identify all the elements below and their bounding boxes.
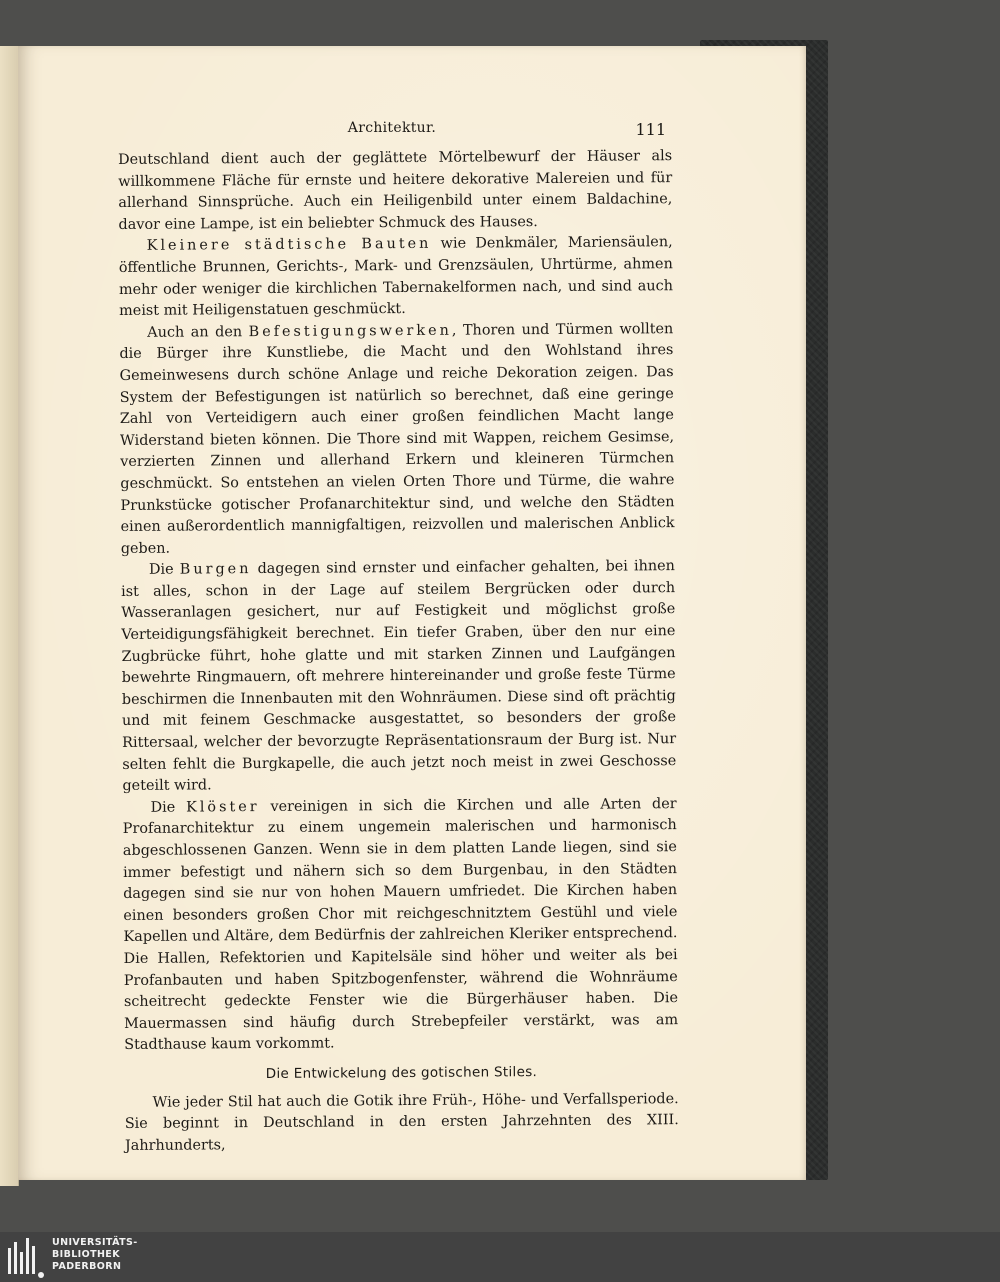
emphasized-term: Klöster <box>185 798 260 816</box>
paragraph <box>125 1089 679 1158</box>
library-name-line: PADERBORN <box>52 1261 122 1272</box>
running-head <box>118 120 666 144</box>
facing-page-edge <box>0 46 19 1186</box>
paragraph-text: Deutschland dient auch der geglättete Mörtelbewurf der Häuser als willkommene Fläche für ernste und heitere dekorative Malereien und für allerhand Sinnsprüche. Auch ein Heiligenbild unter einem Baldachine, davor eine Lampe, ist ein beliebter Schmuck des Hauses. <box>118 148 673 233</box>
library-name <box>52 1237 138 1273</box>
emphasized-term: Befestigungswerken <box>248 322 452 340</box>
library-name-line: UNIVERSITÄTS- <box>52 1237 138 1248</box>
emphasized-term: Burgen <box>179 561 252 578</box>
emphasized-term: Kleinere städtische Bauten <box>146 236 432 255</box>
paragraph-text: dagegen sind ernster und einfacher gehalten, bei ihnen ist alles, schon in der Lage auf steilem Bergrücken oder durch Wasseranlagen gesichert, nur auf Festigkeit und möglichst große Verteidigungsfähigkeit berechnet. Ein tiefer Graben, über den nur eine Zugbrücke führt, hohe glatte und mit starken Zinnen und Laufgängen bewehrte Ringmauern, oft mehrere hintereinander und große feste Türme beschirmen die Innenbauten mit den Wohnräumen. Diese sind oft prächtig und mit feinem Geschmacke ausgestattet, so besonders der große Rittersaal, welcher der bevorzugte Repräsentationsraum der Burg ist. Nur selten fehlt die Burgkapelle, die auch jetzt noch meist in zwei Geschosse geteilt wird. <box>121 558 677 795</box>
paragraph-text: wie Denkmäler, Mariensäulen, öffentliche Brunnen, Gerichts-, Mark- und Grenzsäulen, Uhrtürme, ahmen mehr oder weniger die kirchlichen Tabernakelformen nach, und sind auch meist mit Heiligenstatuen geschmückt. <box>118 234 674 320</box>
book-page <box>18 46 806 1180</box>
paragraph <box>119 319 675 560</box>
paragraph-list <box>118 146 678 1057</box>
body-text <box>118 146 679 1157</box>
paragraph <box>121 556 677 797</box>
library-name-line: BIBLIOTHEK <box>52 1249 120 1260</box>
paragraph <box>118 146 673 236</box>
paragraph-list-after-heading <box>125 1089 679 1158</box>
paragraph-text: , Thoren und Türmen wollten die Bürger ihre Kunstliebe, die Macht und den Wohlstand ihres Gemeinwesens durch schöne Anlage und reiche Dekoration zeigen. Das System der Befestigungen ist natürlich so berechnet, daß eine geringe Zahl von Verteidigern auch einer großen feindlichen Macht lange Widerstand bieten können. Die Thore sind mit Wappen, reichem Gesimse, verzierten Zinnen und allerhand Erkern und kleineren Türmchen geschmückt. So entstehen an vielen Orten Thore und Türme, die wahre Prunkstücke gotischer Profanarchitektur sind, und welche den Städten einen außerordentlich mannigfaltigen, reizvollen und malerischen Anblick geben. <box>119 320 675 557</box>
paragraph-text: Die <box>148 561 180 579</box>
paragraph-text: Die <box>150 799 187 816</box>
paragraph-text: vereinigen in sich die Kirchen und alle Arten der Profanarchitektur zu einem ungemein malerischen und harmonisch abgeschlossenen Ganzen. Wenn sie in dem platten Lande liegen, sind sie immer befestigt und nähern sich so dem Burgenbau, in den Städten dagegen sind sie nur von hohen Mauern umfriedet. Die Kirchen haben einen besonders großen Chor mit reichgeschnitztem Gestühl und viele Kapellen und Altäre, dem Bedürfnis der zahlreichen Kleriker entsprechend. Die Hallen, Refektorien und Kapitelsäle sind höher und weiter als bei Profanbauten und haben Spitzbogenfenster, während die Wohnräume scheitrecht gedeckte Fenster wie die Bürgerhäuser haben. Die Mauermassen sind häufig durch Strebepfeiler verstärkt, was am Stadthause kaum vorkommt. <box>122 795 679 1054</box>
paragraph-text: Auch an den <box>147 323 249 341</box>
section-heading: Die Entwickelung des gotischen Stiles. <box>265 1064 538 1082</box>
library-footer <box>0 1232 1000 1282</box>
library-logo-icon <box>6 1236 46 1278</box>
running-head-title: Architektur. <box>347 120 437 136</box>
paragraph <box>119 233 674 323</box>
paragraph <box>123 794 679 1057</box>
page-number: 111 <box>635 120 666 139</box>
paragraph-text: Wie jeder Stil hat auch die Gotik ihre Früh-, Höhe- und Verfallsperiode. Sie beginnt in Deutschland in den ersten Jahrzehnten des XIII. Jahrhunderts, <box>124 1090 679 1154</box>
